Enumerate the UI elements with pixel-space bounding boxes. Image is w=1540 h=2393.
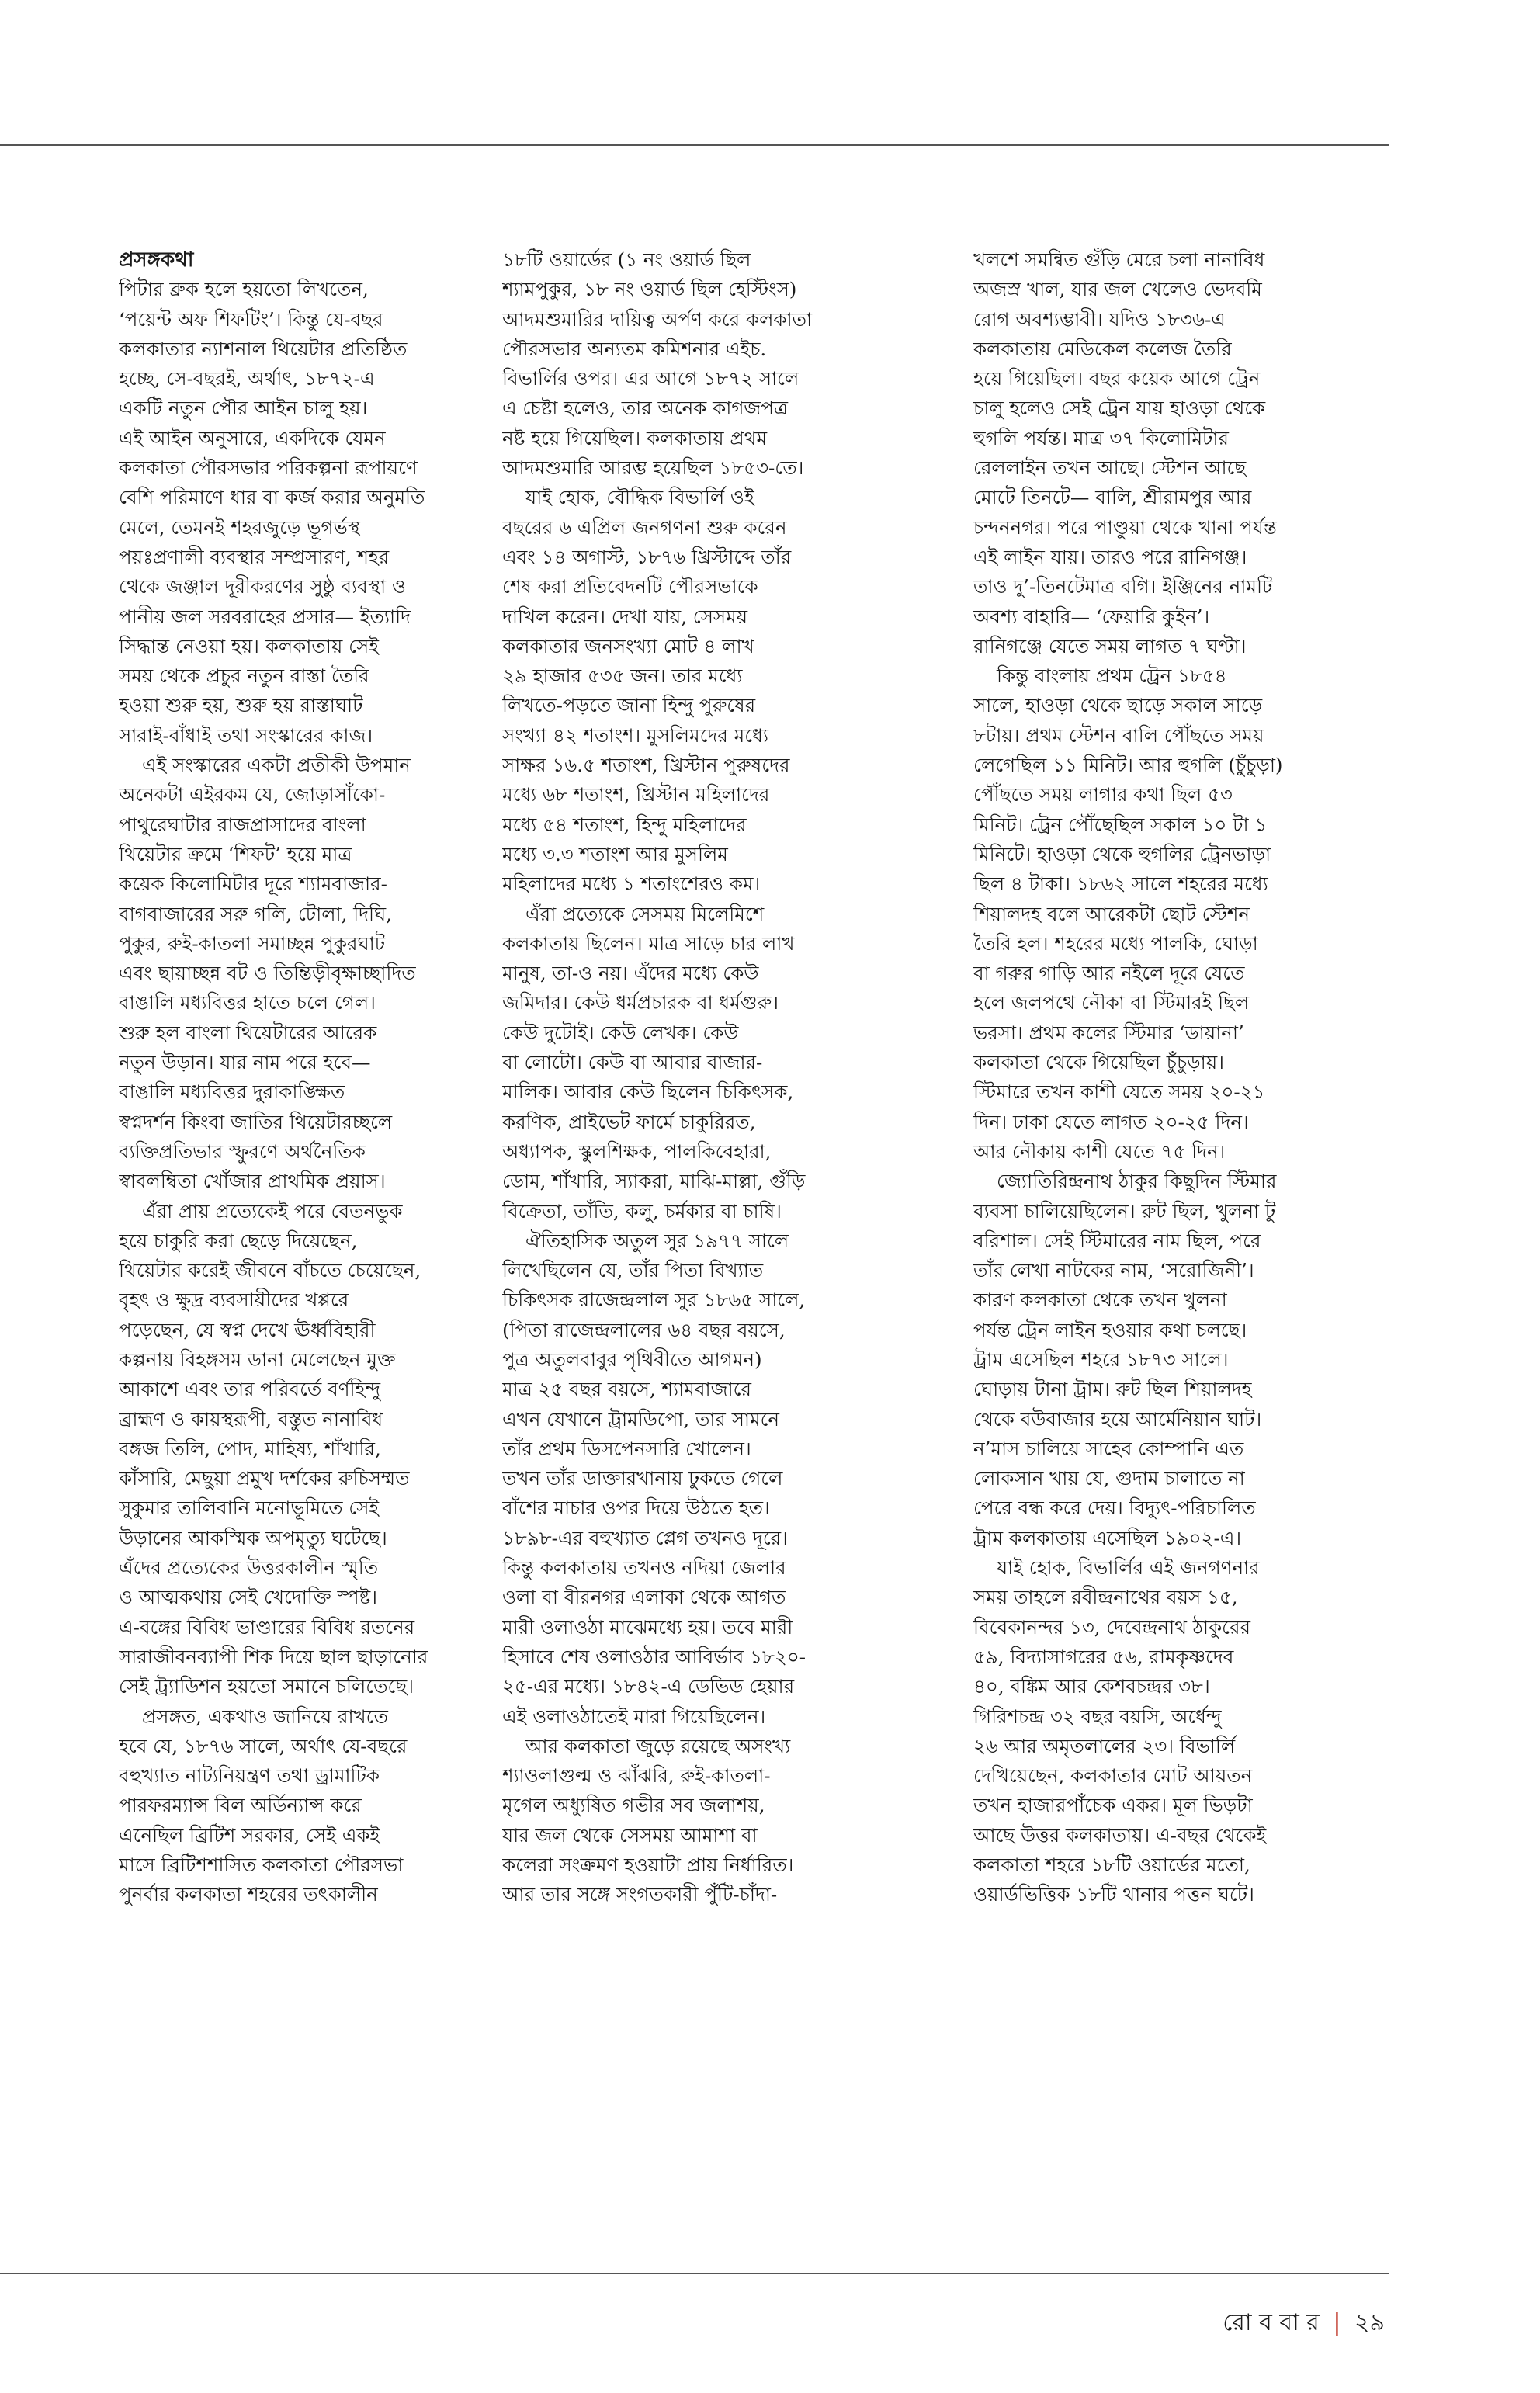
text-line: আর কলকাতা জুড়ে রয়েছে অসংখ্য bbox=[525, 1734, 791, 1757]
text-line: কলকাতা পৌরসভার পরিকল্পনা রূপায়ণে bbox=[119, 456, 418, 480]
text-line: বা গরুর গাড়ি আর নইলে দূরে যেতে bbox=[973, 962, 1245, 985]
text-line: ৮টায়। প্রথম স্টেশন বালি পৌঁছতে সময় bbox=[973, 723, 1264, 747]
text-line: ও আত্মকথায় সেই খেদোক্তি স্পষ্ট। bbox=[119, 1586, 377, 1609]
text-line: এই সংস্কারের একটা প্রতীকী উপমান bbox=[142, 754, 411, 777]
text-line: বিভার্লির ওপর। এর আগে ১৮৭২ সালে bbox=[502, 367, 799, 390]
text-line: দেখিয়েছেন, কলকাতার মোট আয়তন bbox=[973, 1764, 1253, 1788]
text-line: এই লাইন যায়। তারও পরে রানিগঞ্জ। bbox=[973, 545, 1247, 568]
text-line: যাই হোক, বিভার্লির এই জনগণনার bbox=[997, 1556, 1260, 1580]
text-line: কলকাতায় ছিলেন। মাত্র সাড়ে চার লাখ bbox=[502, 931, 795, 955]
text-line: দাখিল করেন। দেখা যায়, সেসময় bbox=[502, 605, 748, 628]
text-line: মধ্যে ৫৪ শতাংশ, হিন্দু মহিলাদের bbox=[502, 813, 747, 836]
text-line: থেকে জঞ্জাল দূরীকরণের সুষ্ঠু ব্যবস্থা ও bbox=[119, 575, 406, 598]
text-line: থিয়েটার ক্রমে ‘শিফট’ হয়ে মাত্র bbox=[119, 842, 352, 865]
text-line: হলে জলপথে নৌকা বা স্টিমারই ছিল bbox=[973, 991, 1250, 1014]
text-line: পারফরম্যান্স বিল অর্ডিন্যান্স করে bbox=[119, 1794, 362, 1817]
text-line: এ-বঙ্গের বিবিধ ভাণ্ডারের বিবিধ রতনের bbox=[119, 1615, 415, 1639]
text-line: মৃগেল অধ্যুষিত গভীর সব জলাশয়, bbox=[502, 1794, 765, 1817]
text-line: চিকিৎসক রাজেন্দ্রলাল সুর ১৮৬৫ সালে, bbox=[502, 1288, 806, 1312]
column-2 bbox=[502, 245, 865, 1910]
text-line: বা লোটো। কেউ বা আবার বাজার- bbox=[502, 1051, 763, 1074]
text-line: বাগবাজারের সরু গলি, টোলা, দিঘি, bbox=[119, 902, 392, 925]
text-line: সারাজীবনব্যাপী শিক দিয়ে ছাল ছাড়ানোর bbox=[119, 1645, 428, 1668]
text-line: লোকসান খায় যে, গুদাম চালাতে না bbox=[973, 1467, 1245, 1490]
text-line: পুনর্বার কলকাতা শহরের তৎকালীন bbox=[119, 1883, 378, 1906]
text-line: নতুন উড়ান। যার নাম পরে হবে— bbox=[119, 1051, 371, 1074]
text-line: কলকাতার জনসংখ্যা মোট ৪ লাখ bbox=[502, 634, 754, 657]
text-line: পড়েছেন, যে স্বপ্ন দেখে ঊর্ধ্ববিহারী bbox=[119, 1318, 376, 1341]
text-line: এঁরা প্রত্যেকে সেসময় মিলেমিশে bbox=[525, 902, 765, 925]
text-line: ৪০, বঙ্কিম আর কেশবচন্দ্রর ৩৮। bbox=[973, 1675, 1210, 1698]
text-line: হচ্ছে, সে-বছরই, অর্থাৎ, ১৮৭২-এ bbox=[119, 367, 375, 390]
text-line: সেই ট্র্যাডিশন হয়তো সমানে চলিতেছে। bbox=[119, 1675, 414, 1698]
text-line: সাক্ষর ১৬.৫ শতাংশ, খ্রিস্টান পুরুষদের bbox=[502, 754, 790, 777]
text-line: পৌরসভার অন্যতম কমিশনার এইচ. bbox=[502, 337, 767, 360]
text-line: কিন্তু কলকাতায় তখনও নদিয়া জেলার bbox=[502, 1556, 786, 1580]
text-line: কলকাতা থেকে গিয়েছিল চুঁচুড়ায়। bbox=[973, 1051, 1224, 1074]
text-line: ট্রাম কলকাতায় এসেছিল ১৯০২-এ। bbox=[973, 1526, 1242, 1549]
text-line: পাথুরেঘাটার রাজপ্রাসাদের বাংলা bbox=[119, 813, 366, 836]
magazine-name: রো ব বা র bbox=[1223, 2309, 1320, 2336]
text-line: বিক্রেতা, তাঁতি, কলু, চর্মকার বা চাষি। bbox=[502, 1199, 782, 1223]
text-line: বিবেকানন্দর ১৩, দেবেন্দ্রনাথ ঠাকুরের bbox=[973, 1615, 1250, 1639]
text-line: রেললাইন তখন আছে। স্টেশন আছে bbox=[973, 456, 1247, 480]
text-line: আর তার সঙ্গে সংগতকারী পুঁটি-চাঁদা- bbox=[502, 1883, 778, 1906]
text-line: পর্যন্ত ট্রেন লাইন হওয়ার কথা চলছে। bbox=[973, 1318, 1247, 1341]
text-line: জ্যোতিরিন্দ্রনাথ ঠাকুর কিছুদিন স্টিমার bbox=[997, 1170, 1277, 1193]
text-line: শ্যামপুকুর, ১৮ নং ওয়ার্ড ছিল হেস্টিংস) bbox=[502, 278, 797, 301]
text-line: ট্রাম এসেছিল শহরে ১৮৭৩ সালে। bbox=[973, 1347, 1229, 1371]
text-line: সালে, হাওড়া থেকে ছাড়ে সকাল সাড়ে bbox=[973, 694, 1263, 717]
text-line: বরিশাল। সেই স্টিমারের নাম ছিল, পরে bbox=[973, 1229, 1261, 1252]
text-line: এবং ছায়াচ্ছন্ন বট ও তিন্তিড়ীবৃক্ষাচ্ছাদিত bbox=[119, 962, 416, 985]
text-line: মালিক। আবার কেউ ছিলেন চিকিৎসক, bbox=[502, 1080, 794, 1104]
text-line: আদমশুমারির দায়িত্ব অর্পণ করে কলকাতা bbox=[502, 307, 813, 331]
text-line: বাঁশের মাচার ওপর দিয়ে উঠতে হত। bbox=[502, 1496, 770, 1520]
text-line: আছে উত্তর কলকাতায়। এ-বছর থেকেই bbox=[973, 1823, 1267, 1847]
text-line: বাঙালি মধ্যবিত্তর দুরাকাঙ্ক্ষিত bbox=[119, 1080, 345, 1104]
text-line: উড়ানের আকস্মিক অপমৃত্যু ঘটেছে। bbox=[119, 1526, 387, 1549]
text-line: চন্দননগর। পরে পাণ্ডুয়া থেকে খানা পর্যন্ত bbox=[973, 515, 1277, 539]
text-line: পানীয় জল সরবরাহের প্রসার— ইত্যাদি bbox=[119, 605, 411, 628]
text-line: সিদ্ধান্ত নেওয়া হয়। কলকাতায় সেই bbox=[119, 634, 379, 657]
text-line: ৫৯, বিদ্যাসাগরের ৫৬, রামকৃষ্ণদেব bbox=[973, 1645, 1234, 1668]
text-line: হুগলি পর্যন্ত। মাত্র ৩৭ কিলোমিটার bbox=[973, 426, 1229, 449]
text-line: যাই হোক, বৌদ্ধিক বিভার্লি ওই bbox=[525, 486, 754, 509]
text-line: ১৮টি ওয়ার্ডের (১ নং ওয়ার্ড ছিল bbox=[502, 248, 751, 271]
text-line: ঐতিহাসিক অতুল সুর ১৯৭৭ সালে bbox=[525, 1229, 789, 1252]
text-line: দিন। ঢাকা যেতে লাগত ২০-২৫ দিন। bbox=[973, 1110, 1249, 1133]
text-line: প্রসঙ্গত, একথাও জানিয়ে রাখতে bbox=[142, 1705, 388, 1728]
text-line: কলকাতার ন্যাশনাল থিয়েটার প্রতিষ্ঠিত bbox=[119, 337, 408, 360]
text-line: তাও দু’-তিনটেমাত্র বগি। ইঞ্জিনের নামটি bbox=[973, 575, 1273, 598]
text-line: ২৫-এর মধ্যে। ১৮৪২-এ ডেভিড হেয়ার bbox=[502, 1675, 795, 1698]
text-line: মধ্যে ৬৮ শতাংশ, খ্রিস্টান মহিলাদের bbox=[502, 783, 770, 806]
text-line: এই আইন অনুসারে, একদিকে যেমন bbox=[119, 426, 386, 449]
text-line: পুত্র অতুলবাবুর পৃথিবীতে আগমন) bbox=[502, 1347, 762, 1371]
text-line: বঙ্গজ তিলি, পোদ, মাহিষ্য, শাঁখারি, bbox=[119, 1437, 381, 1460]
text-line: তাঁর লেখা নাটকের নাম, ‘সরোজিনী’। bbox=[973, 1259, 1254, 1282]
text-line: সময় থেকে প্রচুর নতুন রাস্তা তৈরি bbox=[119, 664, 369, 688]
text-line: কল্পনায় বিহঙ্গসম ডানা মেলেছেন মুক্ত bbox=[119, 1347, 396, 1371]
text-line: পৌঁছতে সময় লাগার কথা ছিল ৫৩ bbox=[973, 783, 1233, 806]
text-line: তৈরি হল। শহরের মধ্যে পালকি, ঘোড়া bbox=[973, 931, 1258, 955]
text-line: হবে যে, ১৮৭৬ সালে, অর্থাৎ যে-বছরে bbox=[119, 1734, 408, 1757]
text-line: মোটে তিনটে— বালি, শ্রীরামপুর আর bbox=[973, 486, 1252, 509]
text-line: সারাই-বাঁধাই তথা সংস্কারের কাজ। bbox=[119, 723, 373, 747]
text-line: কয়েক কিলোমিটার দূরে শ্যামবাজার- bbox=[119, 872, 387, 896]
text-line: কেউ দুটোই। কেউ লেখক। কেউ bbox=[502, 1021, 739, 1044]
text-line: তখন তাঁর ডাক্তারখানায় ঢুকতে গেলে bbox=[502, 1467, 783, 1490]
text-line: মানুষ, তা-ও নয়। এঁদের মধ্যে কেউ bbox=[502, 962, 759, 985]
text-line: ব্রাহ্মণ ও কায়স্থরূপী, বস্তুত নানাবিধ bbox=[119, 1407, 383, 1431]
text-line: মারী ওলাওঠা মাঝেমধ্যে হয়। তবে মারী bbox=[502, 1615, 793, 1639]
text-line: মিনিটে। হাওড়া থেকে হুগলির ট্রেনভাড়া bbox=[973, 842, 1271, 865]
text-line: বছরের ৬ এপ্রিল জনগণনা শুরু করেন bbox=[502, 515, 787, 539]
text-line: বেশি পরিমাণে ধার বা কর্জ করার অনুমতি bbox=[119, 486, 425, 509]
text-line: মাত্র ২৫ বছর বয়সে, শ্যামবাজারে bbox=[502, 1378, 751, 1401]
text-line: মাসে ব্রিটিশশাসিত কলকাতা পৌরসভা bbox=[119, 1854, 404, 1877]
text-line: মেলে, তেমনই শহরজুড়ে ভূগর্ভস্থ bbox=[119, 515, 360, 539]
text-line: হয়ে চাকুরি করা ছেড়ে দিয়েছেন, bbox=[119, 1229, 358, 1252]
text-line: তখন হাজারপাঁচেক একর। মূল ভিড়টা bbox=[973, 1794, 1253, 1817]
text-line: পেরে বন্ধ করে দেয়। বিদ্যুৎ-পরিচালিত bbox=[973, 1496, 1256, 1520]
text-line: এ চেষ্টা হলেও, তার অনেক কাগজপত্র bbox=[502, 397, 788, 420]
text-line: একটি নতুন পৌর আইন চালু হয়। bbox=[119, 397, 368, 420]
top-rule bbox=[0, 144, 1389, 146]
text-line: সময় তাহলে রবীন্দ্রনাথের বয়স ১৫, bbox=[973, 1586, 1238, 1609]
page-number: ২৯ bbox=[1354, 2309, 1385, 2336]
text-line: ওয়ার্ডভিত্তিক ১৮টি থানার পত্তন ঘটে। bbox=[973, 1883, 1254, 1906]
text-line: বাঙালি মধ্যবিত্তর হাতে চলে গেল। bbox=[119, 991, 376, 1014]
text-line: কলকাতায় মেডিকেল কলেজ তৈরি bbox=[973, 337, 1232, 360]
text-line: মধ্যে ৩.৩ শতাংশ আর মুসলিম bbox=[502, 842, 728, 865]
text-line: স্বপ্নদর্শন কিংবা জাতির থিয়েটারচ্ছলে bbox=[119, 1110, 393, 1133]
text-line: কলেরা সংক্রমণ হওয়াটা প্রায় নির্ধারিত। bbox=[502, 1854, 794, 1877]
footer-separator: | bbox=[1333, 2309, 1341, 2336]
text-line: রোগ অবশ্যম্ভাবী। যদিও ১৮৩৬-এ bbox=[973, 307, 1226, 331]
text-line: মিনিট। ট্রেন পৌঁছেছিল সকাল ১০ টা ১ bbox=[973, 813, 1268, 836]
text-line: মহিলাদের মধ্যে ১ শতাংশেরও কম। bbox=[502, 872, 761, 896]
text-line: ভরসা। প্রথম কলের স্টিমার ‘ডায়ানা’ bbox=[973, 1021, 1244, 1044]
text-line: ১৮৯৮-এর বহুখ্যাত প্লেগ তখনও দূরে। bbox=[502, 1526, 788, 1549]
section-label: প্রসঙ্গকথা bbox=[119, 248, 194, 272]
text-line: জমিদার। কেউ ধর্মপ্রচারক বা ধর্মগুরু। bbox=[502, 991, 779, 1014]
text-line: থেকে বউবাজার হয়ে আর্মেনিয়ান ঘাট। bbox=[973, 1407, 1262, 1431]
text-line: অজস্র খাল, যার জল খেলেও ভেদবমি bbox=[973, 278, 1262, 301]
text-line: হওয়া শুরু হয়, শুরু হয় রাস্তাঘাট bbox=[119, 694, 363, 717]
text-line: কিন্তু বাংলায় প্রথম ট্রেন ১৮৫৪ bbox=[997, 664, 1227, 688]
text-line: ব্যবসা চালিয়েছিলেন। রুট ছিল, খুলনা টু bbox=[973, 1199, 1276, 1223]
page-footer bbox=[1223, 2304, 1385, 2343]
text-line: খলশে সমন্বিত গুঁড়ি মেরে চলা নানাবিধ bbox=[973, 248, 1265, 271]
text-line: এই ওলাওঠাতেই মারা গিয়েছিলেন। bbox=[502, 1705, 766, 1728]
text-line: শেষ করা প্রতিবেদনটি পৌরসভাকে bbox=[502, 575, 758, 598]
text-line: ন’মাস চালিয়ে সাহেব কোম্পানি এত bbox=[973, 1437, 1244, 1460]
text-line: থিয়েটার করেই জীবনে বাঁচতে চেয়েছেন, bbox=[119, 1259, 421, 1282]
text-line: এঁরা প্রায় প্রত্যেকেই পরে বেতনভুক bbox=[142, 1199, 403, 1223]
text-line: ওলা বা বীরনগর এলাকা থেকে আগত bbox=[502, 1586, 786, 1609]
text-line: স্টিমারে তখন কাশী যেতে সময় ২০-২১ bbox=[973, 1080, 1265, 1104]
text-line: ছিল ৪ টাকা। ১৮৬২ সালে শহরের মধ্যে bbox=[973, 872, 1268, 896]
text-line: গিরিশচন্দ্র ৩২ বছর বয়সি, অর্ধেন্দু bbox=[973, 1705, 1222, 1728]
text-line: স্বাবলম্বিতা খোঁজার প্রাথমিক প্রয়াস। bbox=[119, 1170, 386, 1193]
text-line: তাঁর প্রথম ডিসপেনসারি খোলেন। bbox=[502, 1437, 751, 1460]
text-line: ‘পয়েন্ট অফ শিফটিং’। কিন্তু যে-বছর bbox=[119, 307, 383, 331]
text-line: পিটার ব্রুক হলে হয়তো লিখতেন, bbox=[119, 278, 369, 301]
column-3 bbox=[973, 245, 1337, 1910]
text-line: শিয়ালদহ বলে আরেকটা ছোট স্টেশন bbox=[973, 902, 1250, 925]
text-line: লিখেছিলেন যে, তাঁর পিতা বিখ্যাত bbox=[502, 1259, 764, 1282]
text-line: বৃহৎ ও ক্ষুদ্র ব্যবসায়ীদের খপ্পরে bbox=[119, 1288, 349, 1312]
text-line: কারণ কলকাতা থেকে তখন খুলনা bbox=[973, 1288, 1227, 1312]
text-line: অবশ্য বাহারি— ‘ফেয়ারি কুইন’। bbox=[973, 605, 1210, 628]
text-line: কাঁসারি, মেছুয়া প্রমুখ দর্শকের রুচিসম্মত bbox=[119, 1467, 410, 1490]
column-1 bbox=[119, 245, 482, 1910]
text-line: হয়ে গিয়েছিল। বছর কয়েক আগে ট্রেন bbox=[973, 367, 1261, 390]
text-line: আর নৌকায় কাশী যেতে ৭৫ দিন। bbox=[973, 1139, 1226, 1163]
text-line: এবং ১৪ অগাস্ট, ১৮৭৬ খ্রিস্টাব্দে তাঁর bbox=[502, 545, 792, 568]
text-line: কলকাতা শহরে ১৮টি ওয়ার্ডের মতো, bbox=[973, 1854, 1250, 1877]
text-line: এখন যেখানে ট্রামডিপো, তার সামনে bbox=[502, 1407, 780, 1431]
text-line: বহুখ্যাত নাট্যনিয়ন্ত্রণ তথা ড্রামাটিক bbox=[119, 1764, 380, 1788]
text-line: হিসাবে শেষ ওলাওঠার আবির্ভাব ১৮২০- bbox=[502, 1645, 806, 1668]
text-line: ডোম, শাঁখারি, স্যাকরা, মাঝি-মাল্লা, গুঁড়ি bbox=[502, 1170, 806, 1193]
text-line: অধ্যাপক, স্কুলশিক্ষক, পালকিবেহারা, bbox=[502, 1139, 772, 1163]
text-line: এনেছিল ব্রিটিশ সরকার, সেই একই bbox=[119, 1823, 380, 1847]
text-line: শুরু হল বাংলা থিয়েটারের আরেক bbox=[119, 1021, 377, 1044]
text-line: নষ্ট হয়ে গিয়েছিল। কলকাতায় প্রথম bbox=[502, 426, 768, 449]
text-line: ঘোড়ায় টানা ট্রাম। রুট ছিল শিয়ালদহ bbox=[973, 1378, 1252, 1401]
text-line: ব্যক্তিপ্রতিভার স্ফুরণে অর্থনৈতিক bbox=[119, 1139, 366, 1163]
text-line: করণিক, প্রাইভেট ফার্মে চাকুরিরত, bbox=[502, 1110, 756, 1133]
bottom-rule bbox=[0, 2273, 1389, 2274]
text-line: সুকুমার তালিবানি মনোভূমিতে সেই bbox=[119, 1496, 380, 1520]
text-line: পয়ঃপ্রণালী ব্যবস্থার সম্প্রসারণ, শহর bbox=[119, 545, 390, 568]
text-line: লিখতে-পড়তে জানা হিন্দু পুরুষের bbox=[502, 694, 756, 717]
text-line: সংখ্যা ৪২ শতাংশ। মুসলিমদের মধ্যে bbox=[502, 723, 768, 747]
text-line: ২৬ আর অমৃতলালের ২৩। বিভার্লি bbox=[973, 1734, 1236, 1757]
text-line: ২৯ হাজার ৫৩৫ জন। তার মধ্যে bbox=[502, 664, 743, 688]
text-line: শ্যাওলাগুল্ম ও ঝাঁঝরি, রুই-কাতলা- bbox=[502, 1764, 771, 1788]
text-line: পুকুর, রুই-কাতলা সমাচ্ছন্ন পুকুরঘাট bbox=[119, 931, 386, 955]
text-line: রানিগঞ্জে যেতে সময় লাগত ৭ ঘণ্টা। bbox=[973, 634, 1247, 657]
text-line: চালু হলেও সেই ট্রেন যায় হাওড়া থেকে bbox=[973, 397, 1266, 420]
text-line: লেগেছিল ১১ মিনিট। আর হুগলি (চুঁচুড়া) bbox=[973, 754, 1283, 777]
text-line: এঁদের প্রত্যেকের উত্তরকালীন স্মৃতি bbox=[119, 1556, 379, 1580]
text-line: যার জল থেকে সেসময় আমাশা বা bbox=[502, 1823, 758, 1847]
text-line: (পিতা রাজেন্দ্রলালের ৬৪ বছর বয়সে, bbox=[502, 1318, 786, 1341]
text-line: আদমশুমারি আরম্ভ হয়েছিল ১৮৫৩-তে। bbox=[502, 456, 804, 480]
text-line: আকাশে এবং তার পরিবর্তে বর্ণহিন্দু bbox=[119, 1378, 381, 1401]
text-line: অনেকটা এইরকম যে, জোড়াসাঁকো- bbox=[119, 783, 386, 806]
